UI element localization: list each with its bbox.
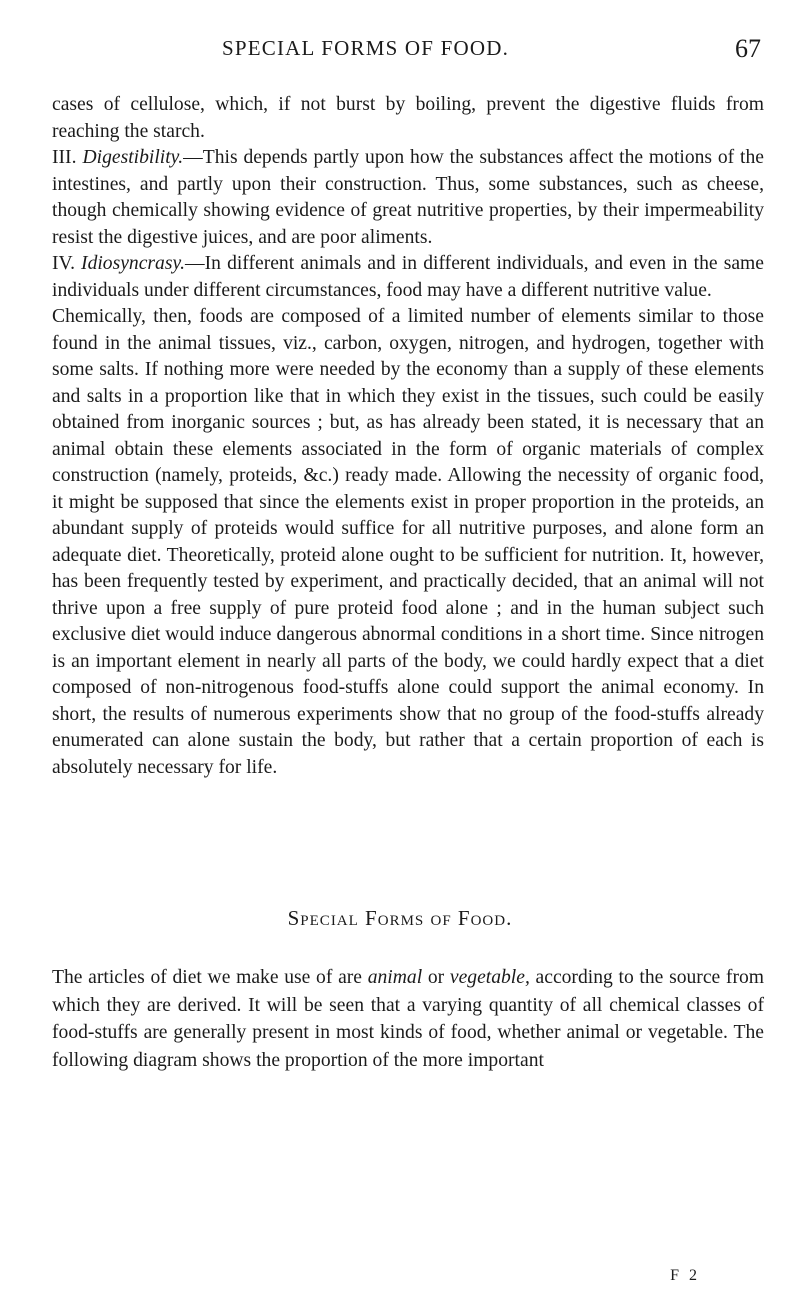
section-numeral: IV. (52, 253, 76, 274)
paragraph-cellulose: cases of cellulose, which, if not burst by boiling, prevent the digestive fluids from reaching the starch. (52, 94, 764, 142)
running-head (0, 36, 800, 70)
paragraph-digestibility (52, 145, 764, 251)
paragraph-text: —In different animals and in different individuals, and even in the same individuals under different circumstances, food may have a different nutritive value. (52, 253, 764, 301)
term-animal: animal (367, 967, 423, 988)
text-segment: according to the source from which they are derived. It will be seen that a varying quantity of all chemical classes of food-stuffs are generally present in most kinds of food, whether animal or vegetable. The following diagram shows the proportion of the more important (52, 967, 765, 1071)
paragraph-chemically: Chemically, then, foods are composed of a limited number of elements similar to those found in the animal tissues, viz., carbon, oxygen, nitrogen, and hydrogen, together with some salts. If nothing more were needed by the economy than a supply of these elements and salts in a proportion like that in which they exist in the tissues, such could be easily obtained from inorganic sources ; but, as has already been stated, it is necessary that an animal obtain these elements associated in the form of organic materials of complex construction (namely, proteids, &c.) ready made. Allowing the necessity of organic food, it might be supposed that since the elements exist in proper proportion in the proteids, an abundant supply of proteids would suffice for all nutritive purposes, and alone form an adequate diet. Theoretically, proteid alone ought to be sufficient for nutrition. It, however, has been frequently tested by experiment, and practically decided, that an animal will not thrive upon a free supply of pure proteid food alone ; and in the human subject such exclusive diet would induce dangerous abnormal conditions in a short time. Since nitrogen is an important element in nearly all parts of the body, we could hardly expect that a diet composed of non-nitrogenous food-stuffs alone could support the animal economy. In short, the results of numerous experiments show that no group of the food-stuffs already enumerated can alone sustain the body, but rather that a certain proportion of each is absolutely necessary for life. (52, 306, 764, 778)
text-segment: or (422, 967, 450, 988)
section-heading: Special Forms of Food. (287, 906, 513, 930)
term-vegetable: vegetable, (449, 967, 530, 988)
text-segment: The articles of diet we make use of are (52, 967, 368, 988)
term-idiosyncrasy: Idiosyncrasy. (81, 253, 185, 274)
running-title: SPECIAL FORMS OF FOOD. (222, 36, 510, 60)
body-text (52, 92, 764, 781)
paragraph-idiosyncrasy (52, 251, 764, 304)
page-number: 67 (735, 34, 761, 63)
signature-mark: F 2 (670, 1267, 700, 1284)
section-numeral: III. (52, 147, 77, 168)
paragraph-articles-of-diet (52, 964, 764, 1074)
term-digestibility: Digestibility. (82, 147, 184, 168)
paragraph-text: —This depends partly upon how the substances affect the motions of the intestines, and partly upon their construction. Thus, some substances, such as cheese, though chemically showing evidence of great nutritive properties, by their impermeability resist the digestive juices, and are poor aliments. (52, 147, 764, 248)
section-text (52, 964, 764, 1074)
